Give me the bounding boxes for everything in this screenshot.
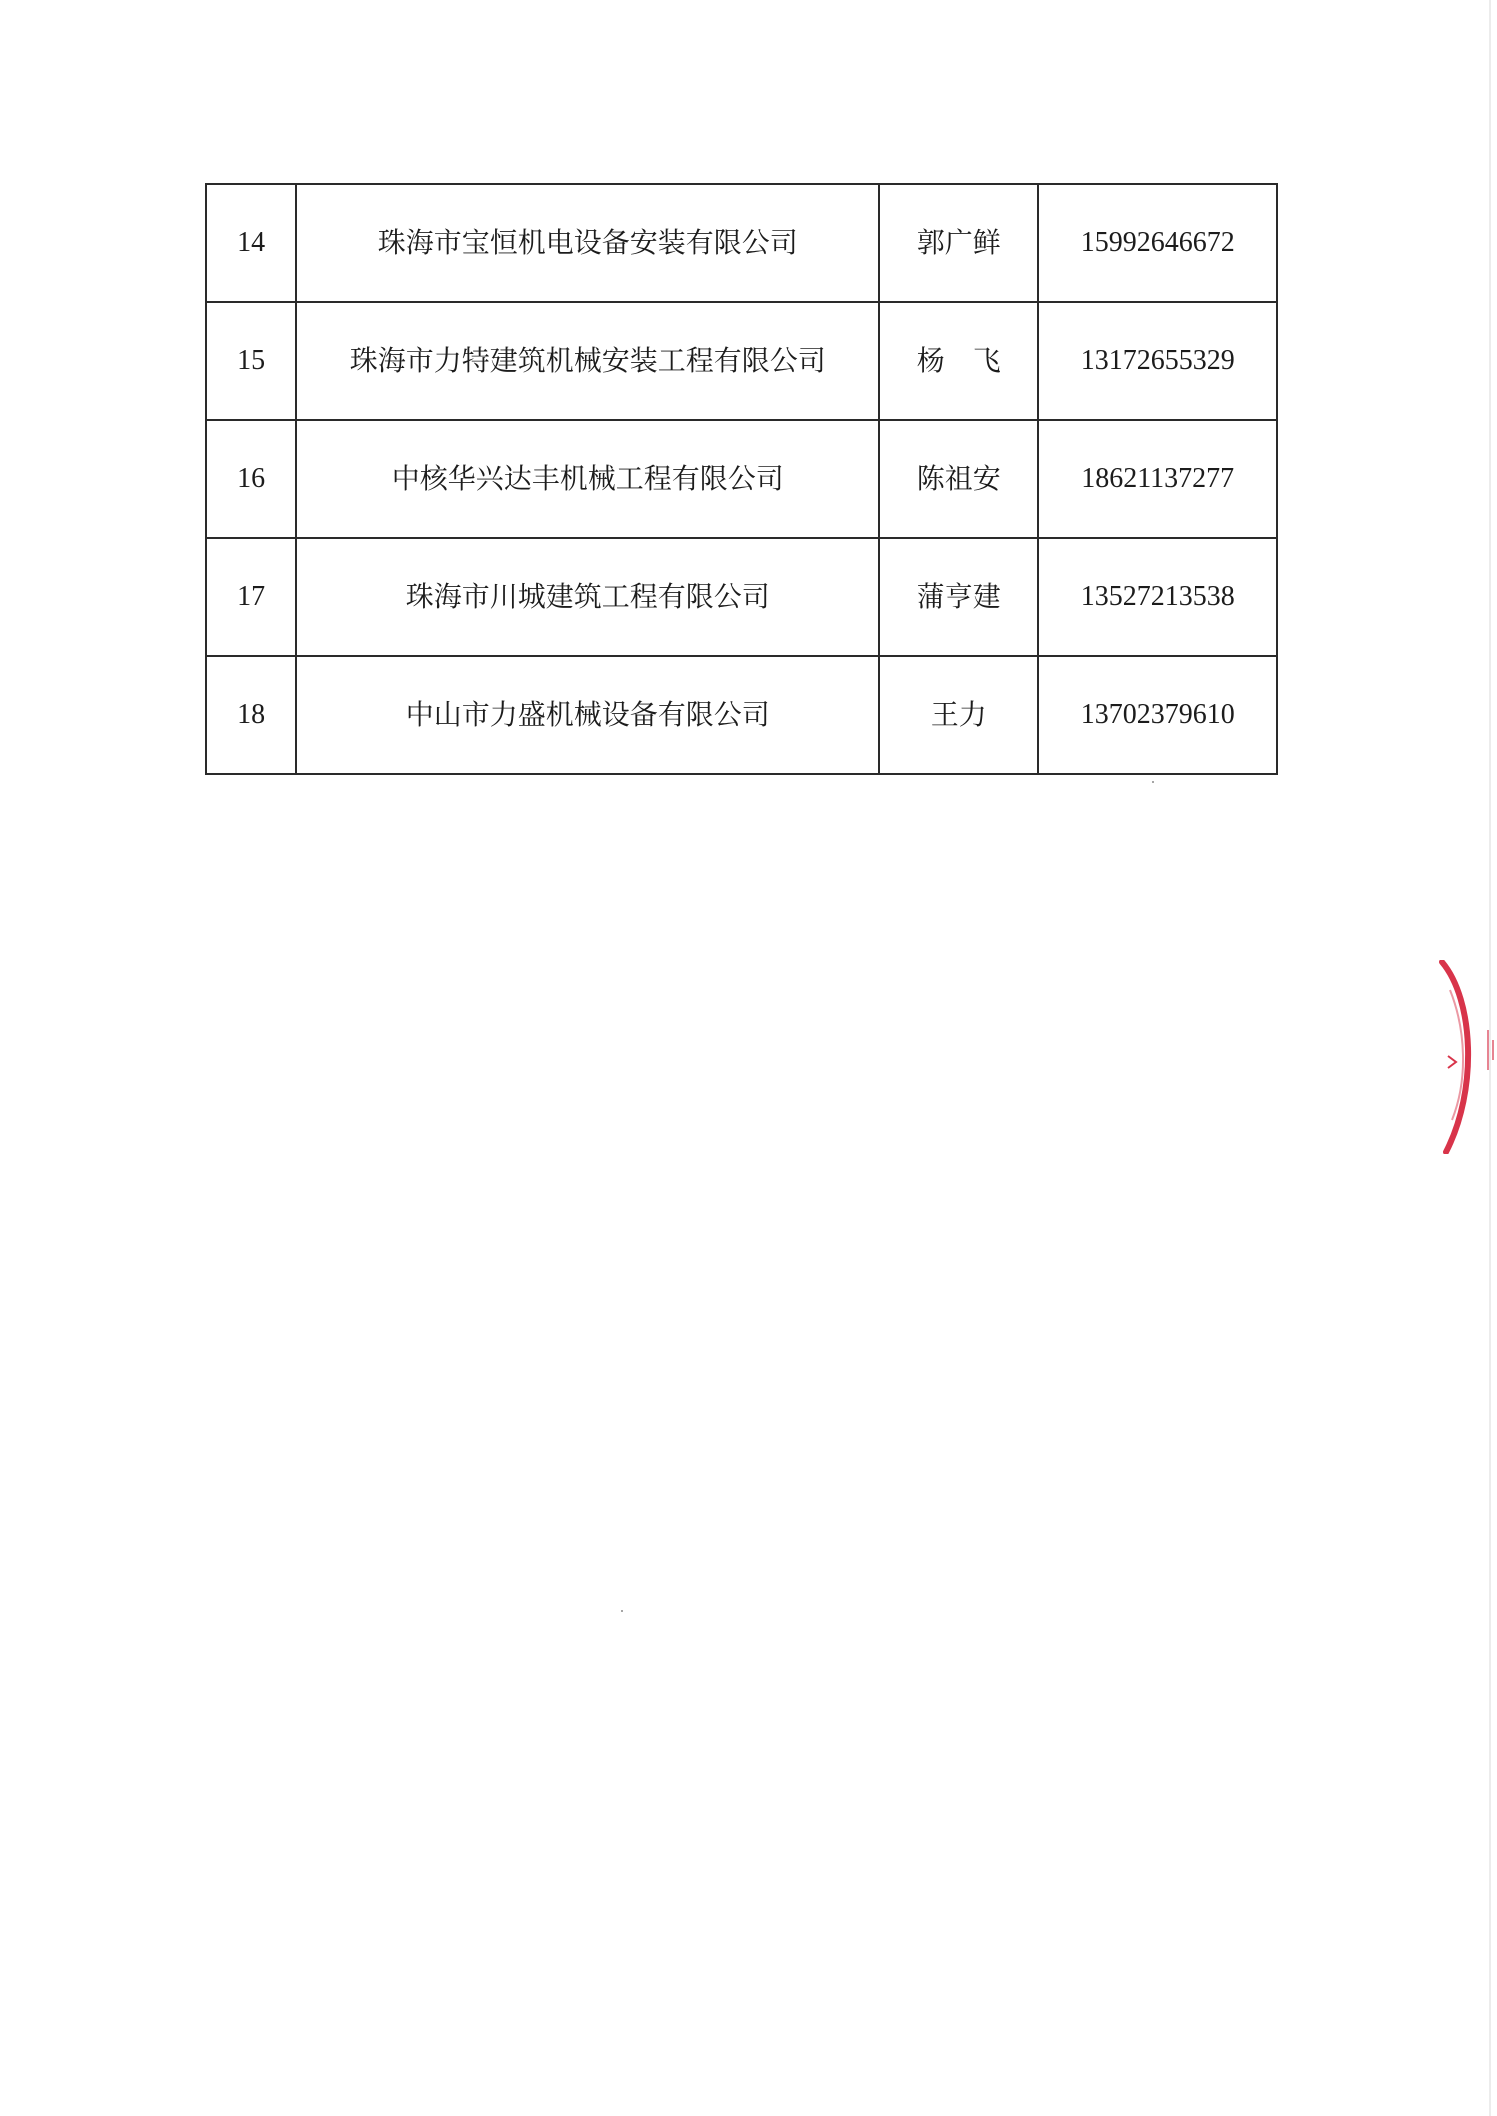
contact-person: 郭广鲜	[879, 184, 1038, 302]
row-number: 14	[206, 184, 296, 302]
row-number: 16	[206, 420, 296, 538]
table-row	[206, 538, 1277, 656]
row-number: 18	[206, 656, 296, 774]
phone-number: 13172655329	[1038, 302, 1277, 420]
phone-number: 18621137277	[1038, 420, 1277, 538]
scan-speck	[621, 1610, 623, 1612]
phone-number: 15992646672	[1038, 184, 1277, 302]
company-name: 珠海市力特建筑机械安装工程有限公司	[296, 302, 879, 420]
phone-number: 13527213538	[1038, 538, 1277, 656]
row-number: 17	[206, 538, 296, 656]
contact-person: 陈祖安	[879, 420, 1038, 538]
company-name: 中山市力盛机械设备有限公司	[296, 656, 879, 774]
contact-person: 王力	[879, 656, 1038, 774]
company-name: 珠海市川城建筑工程有限公司	[296, 538, 879, 656]
company-contact-table	[205, 183, 1278, 775]
scan-speck	[1152, 781, 1154, 783]
red-seal-partial-icon	[1436, 960, 1497, 1154]
phone-number: 13702379610	[1038, 656, 1277, 774]
table-row	[206, 420, 1277, 538]
company-name: 中核华兴达丰机械工程有限公司	[296, 420, 879, 538]
company-name: 珠海市宝恒机电设备安装有限公司	[296, 184, 879, 302]
row-number: 15	[206, 302, 296, 420]
table-row	[206, 656, 1277, 774]
table-row	[206, 184, 1277, 302]
contact-person: 杨 飞	[879, 302, 1038, 420]
table-row	[206, 302, 1277, 420]
contact-person: 蒲亨建	[879, 538, 1038, 656]
